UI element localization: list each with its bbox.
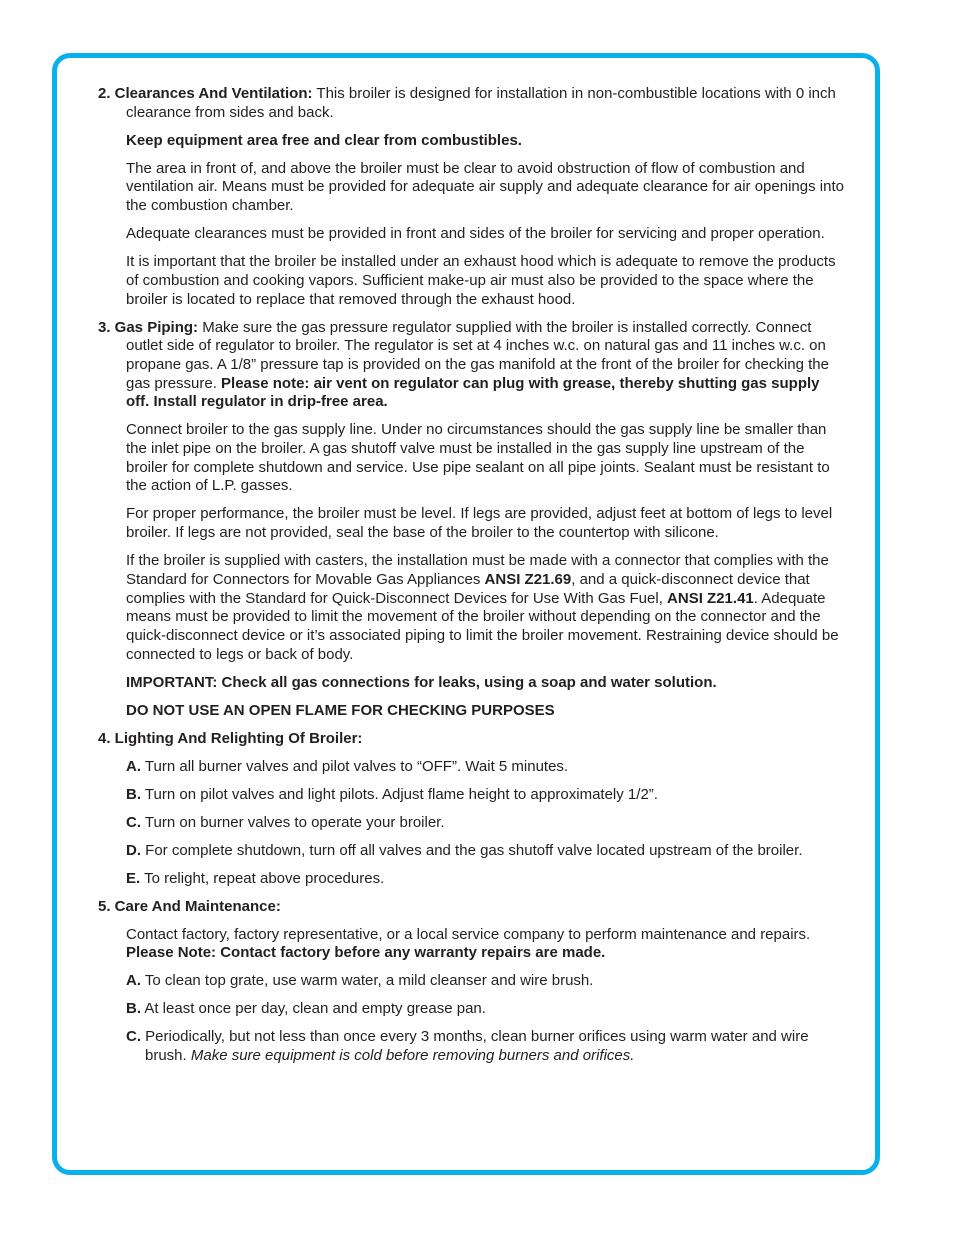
paragraph: Adequate clearances must be provided in front and sides of the broiler for servicing and proper operation. <box>126 225 825 243</box>
warning-text: IMPORTANT: Check all gas connections for leaks, using a soap and water solution. <box>126 673 717 691</box>
step-item <box>126 1000 846 1019</box>
step-label: A. <box>126 757 141 775</box>
paragraph-bold: Please Note: Contact factory before any warranty repairs are made. <box>126 944 606 962</box>
step-item <box>126 758 846 777</box>
step-item <box>126 1028 846 1065</box>
step-item <box>126 972 846 991</box>
standard-code: ANSI Z21.41 <box>667 589 754 607</box>
step-note: Make sure equipment is cold before removing burners and orifices. <box>190 1047 635 1065</box>
step-item <box>126 870 846 889</box>
section-text-bold: Please note: air vent on regulator can plug with grease, thereby shutting gas supply off. Install regulator in drip-free area. <box>126 374 820 411</box>
section-care <box>98 898 846 917</box>
instructions-content <box>98 85 846 1075</box>
section-text: Make sure the gas pressure regulator supplied with the broiler is installed correctly. Connect outlet side of regulator to broiler. The regulator is set at 4 inches w.c. on natural gas and 11 inches w.c. on propane gas. A 1/8” pressure tap is provided on the gas manifold at the front of the broiler for checking the gas pressure. <box>126 318 829 392</box>
step-text: Turn on pilot valves and light pilots. Adjust flame height to approximately 1/2”. <box>141 785 658 803</box>
standard-code: ANSI Z21.69 <box>484 570 572 588</box>
section-heading: 3. Gas Piping: <box>98 318 199 336</box>
section-text: This broiler is designed for installation in non-combustible locations with 0 inch clearance from sides and back. <box>126 85 836 121</box>
paragraph: Connect broiler to the gas supply line. Under no circumstances should the gas supply line be smaller than the inlet pipe on the broiler. A gas shutoff valve must be installed in the gas supply line upstream of the broiler for complete shutdown and service. Use pipe sealant on all pipe joints. Sealant must be resistant to the action of L.P. gasses. <box>126 421 830 495</box>
step-item <box>126 842 846 861</box>
paragraph: It is important that the broiler be installed under an exhaust hood which is adequate to remove the products of combustion and cooking vapors. Sufficient make-up air must also be provided to the space where the broiler is located to replace that removed through the exhaust hood. <box>126 253 836 308</box>
paragraph <box>126 926 846 963</box>
step-label: C. <box>126 813 141 831</box>
step-label: A. <box>126 972 141 990</box>
step-label: C. <box>126 1028 141 1046</box>
paragraph <box>126 132 846 151</box>
step-text: To relight, repeat above procedures. <box>140 869 385 887</box>
paragraph-text: , and a quick-disconnect device that complies with the Standard for Quick-Disconnect Devices for Use With Gas Fuel, <box>126 570 810 607</box>
paragraph: For proper performance, the broiler must be level. If legs are provided, adjust feet at bottom of legs to level broiler. If legs are not provided, seal the base of the broiler to the countertop with silicone. <box>126 505 833 542</box>
step-label: D. <box>126 841 141 859</box>
step-text: Turn all burner valves and pilot valves to “OFF”. Wait 5 minutes. <box>141 757 569 775</box>
step-text: At least once per day, clean and empty grease pan. <box>141 1000 486 1018</box>
step-text: To clean top grate, use warm water, a mild cleanser and wire brush. <box>141 972 594 990</box>
paragraph: The area in front of, and above the broiler must be clear to avoid obstruction of flow of combustion and ventilation air. Means must be provided for adequate air supply and adequate clearance for air openings into the combustion chamber. <box>126 159 844 215</box>
paragraph <box>126 552 846 664</box>
paragraph-text: If the broiler is supplied with casters, the installation must be made with a connector that complies with the Standard for Connectors for Movable Gas Appliances <box>126 552 829 588</box>
warning-text: DO NOT USE AN OPEN FLAME FOR CHECKING PURPOSES <box>126 701 555 719</box>
step-item <box>126 814 846 833</box>
section-heading: 5. Care And Maintenance: <box>98 897 281 915</box>
paragraph-bold: Keep equipment area free and clear from combustibles. <box>126 131 522 149</box>
section-lighting <box>98 730 846 749</box>
step-text: For complete shutdown, turn off all valves and the gas shutoff valve located upstream of the broiler. <box>141 841 803 859</box>
step-text: Periodically, but not less than once every 3 months, clean burner orifices using warm water and wire brush. <box>141 1028 809 1065</box>
paragraph-text: Contact factory, factory representative, or a local service company to perform maintenance and repairs. <box>126 925 811 943</box>
section-heading: 4. Lighting And Relighting Of Broiler: <box>98 729 363 747</box>
step-label: B. <box>126 1000 141 1018</box>
paragraph-text: . Adequate means must be provided to limit the movement of the broiler without depending on the connector and the quick-disconnect device or it’s associated piping to limit the broiler movement. Restraining device should be connected to legs or back of body. <box>126 589 839 663</box>
step-item <box>126 786 846 805</box>
step-label: E. <box>126 869 141 887</box>
paragraph <box>126 702 846 721</box>
section-gas-piping <box>98 319 846 413</box>
section-clearances <box>98 85 846 122</box>
paragraph <box>126 674 846 693</box>
section-heading: 2. Clearances And Ventilation: <box>98 85 313 102</box>
step-text: Turn on burner valves to operate your broiler. <box>141 813 445 831</box>
step-label: B. <box>126 785 141 803</box>
